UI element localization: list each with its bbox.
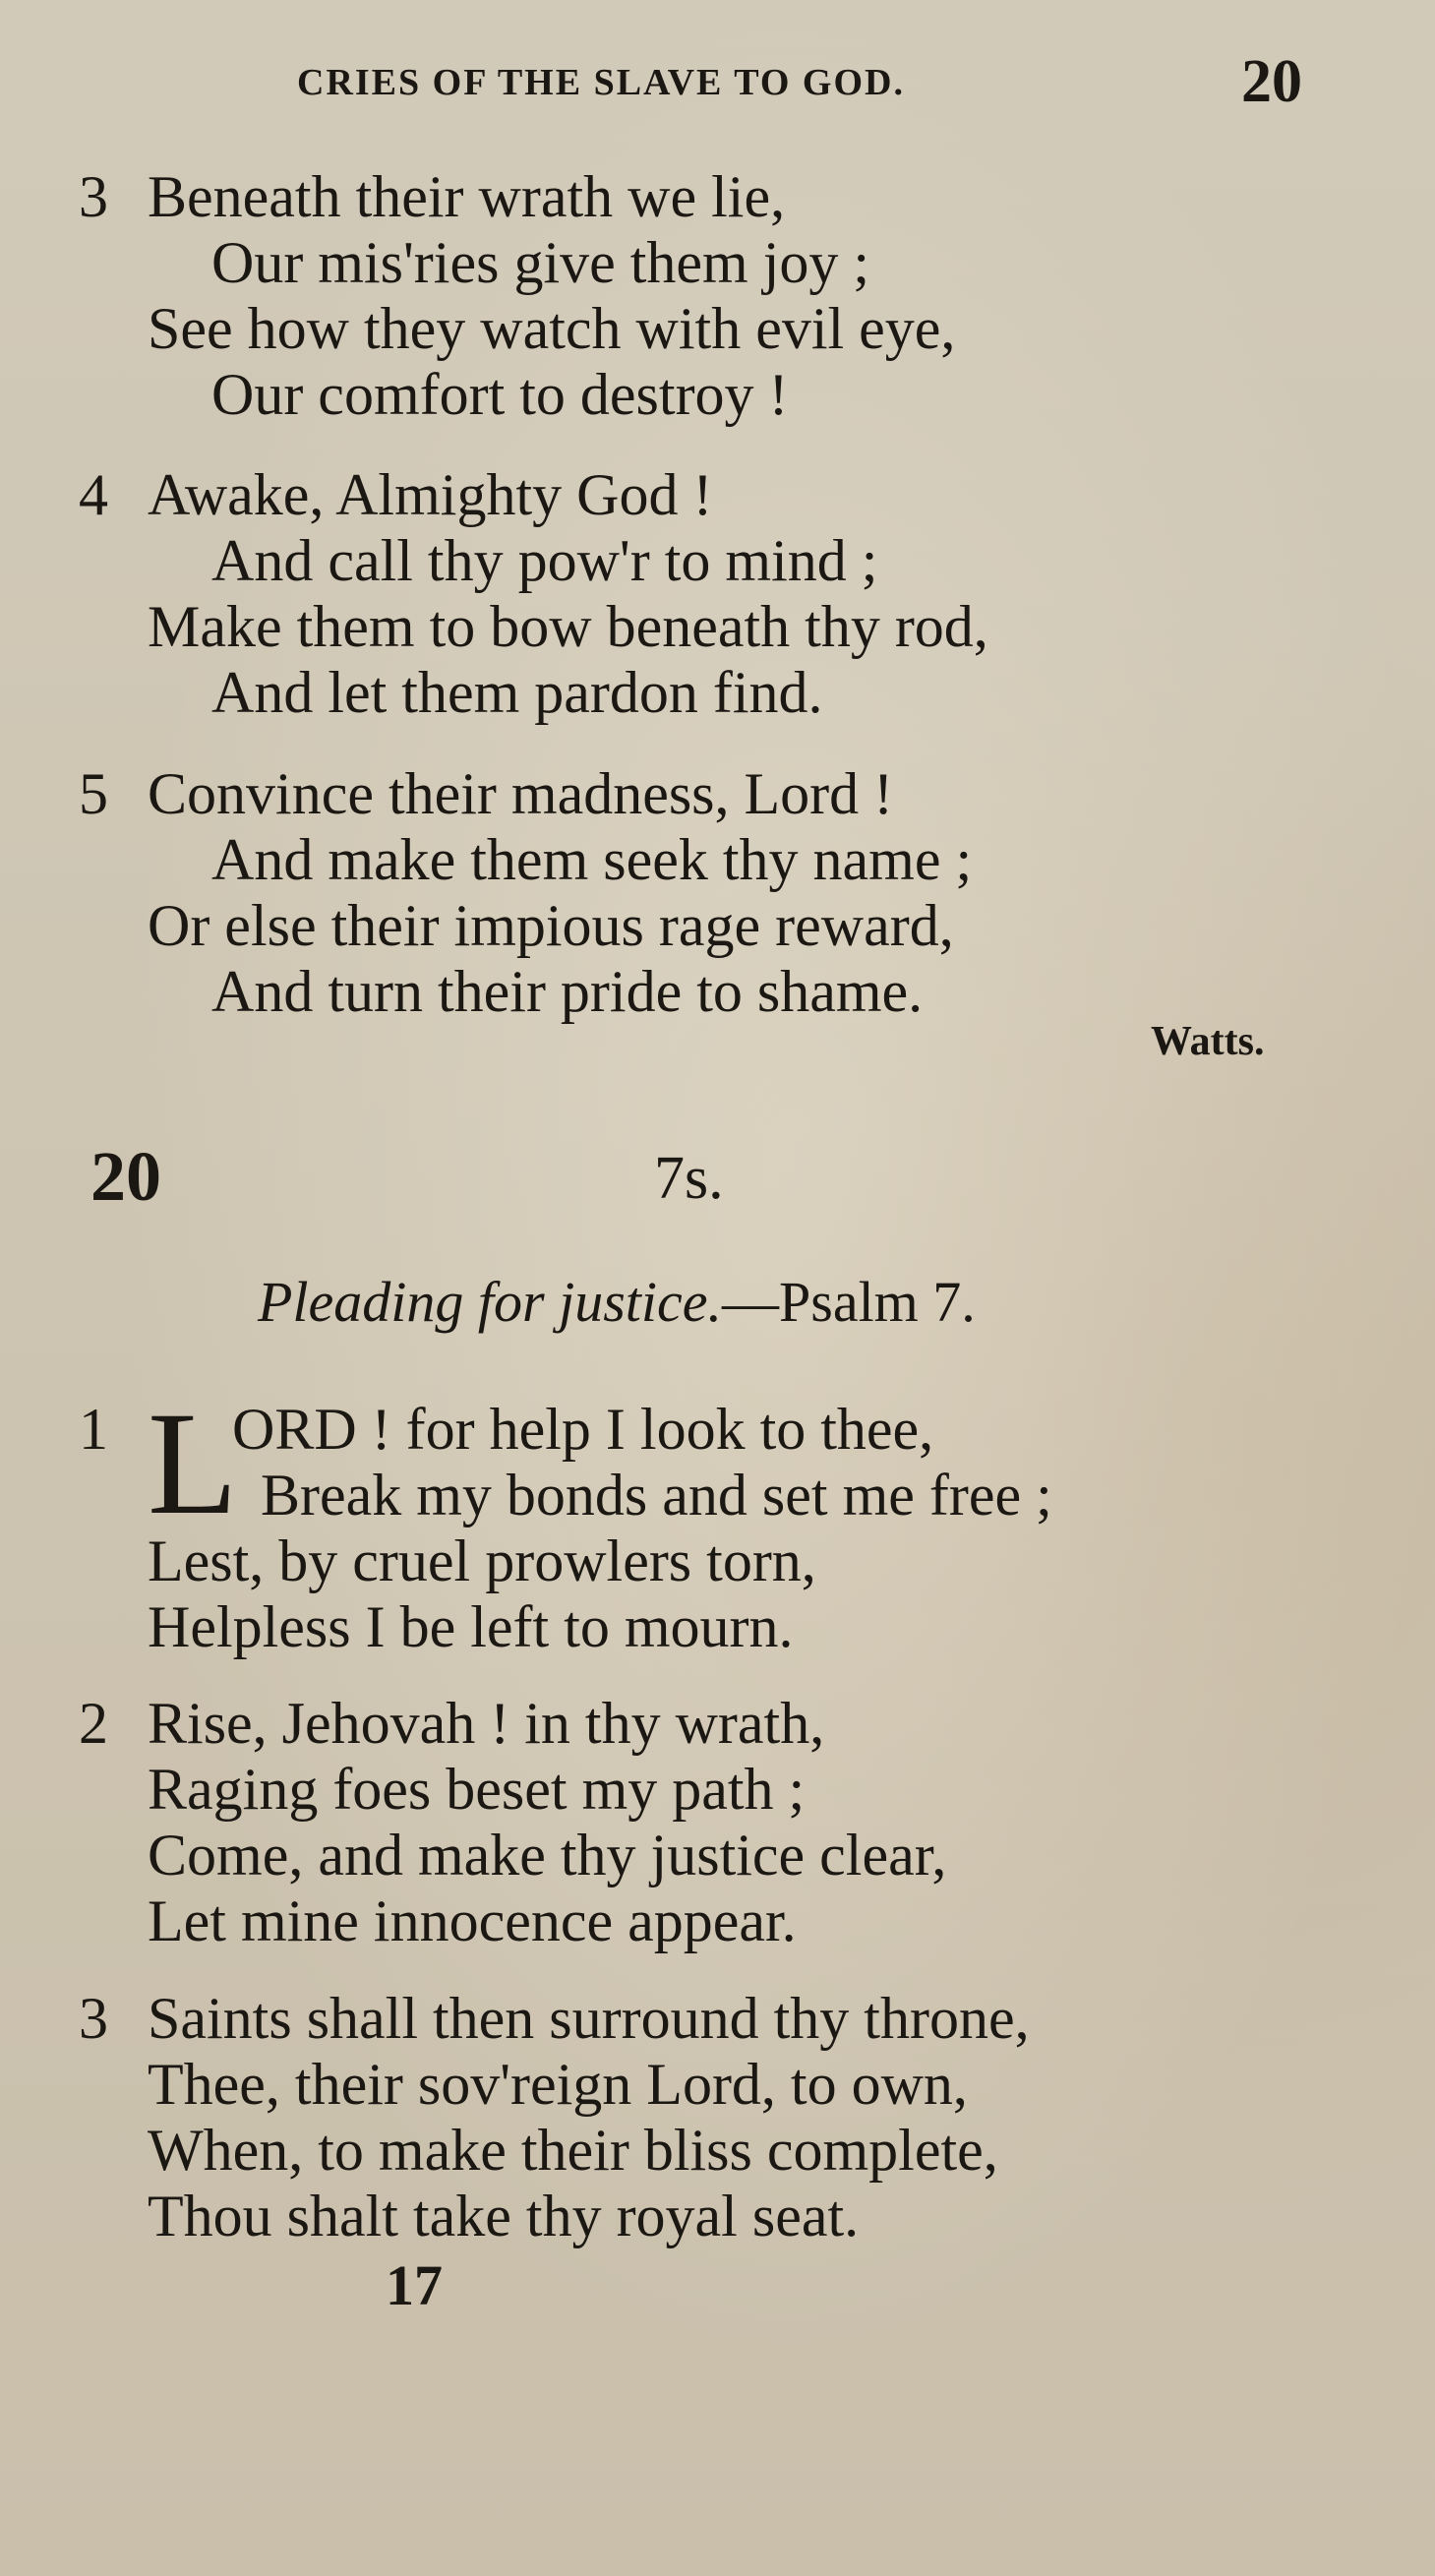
subtitle-italic: Pleading for justice. [258,1270,722,1334]
verse-line: Come, and make thy justice clear, [148,1823,947,1887]
verse-line: When, to make their bliss complete, [148,2118,998,2183]
verse-line: Thee, their sov'reign Lord, to own, [148,2052,968,2117]
verse-line: Helpless I be left to mourn. [148,1594,794,1659]
verse-line: Saints shall then surround thy throne, [148,1986,1030,2051]
verse-line: And call thy pow'r to mind ; [211,528,878,593]
verse-line: Convince their madness, Lord ! [148,761,894,826]
hymn-meter: 7s. [654,1145,724,1212]
stanza-number: 3 [79,1986,108,2051]
stanza-number: 5 [79,761,108,826]
verse-line: Thou shalt take thy royal seat. [148,2184,860,2248]
subtitle-reference: —Psalm 7. [722,1270,976,1334]
hymn-number: 20 [90,1137,161,1216]
verse-line: And let them pardon find. [211,660,823,725]
verse-line: Let mine innocence appear. [148,1888,797,1953]
verse-line: Make them to bow beneath thy rod, [148,594,988,659]
stanza-number: 1 [79,1397,108,1462]
verse-line: ORD ! for help I look to thee, [232,1397,934,1462]
verse-line: Break my bonds and set me free ; [261,1463,1052,1528]
verse-line: Raging foes beset my path ; [148,1757,806,1822]
verse-line: See how they watch with evil eye, [148,296,956,361]
verse-line: And make them seek thy name ; [211,827,973,892]
stanza-number: 2 [79,1691,108,1756]
hymn-subtitle [258,1269,976,1335]
verse-line: Awake, Almighty God ! [148,462,713,527]
verse-line: Or else their impious rage reward, [148,893,954,958]
verse-line: Our mis'ries give them joy ; [211,230,870,295]
verse-line: Lest, by cruel prowlers torn, [148,1528,816,1593]
verse-line: Our comfort to destroy ! [211,362,789,427]
stanza-number: 4 [79,462,108,527]
author-attribution: Watts. [1151,1019,1265,1064]
verse-line: Beneath their wrath we lie, [148,164,786,229]
stanza-number: 3 [79,164,108,229]
signature-mark: 17 [386,2253,443,2317]
drop-cap: L [148,1382,238,1545]
page-hymn-number: 20 [1241,48,1302,115]
verse-line: Rise, Jehovah ! in thy wrath, [148,1691,825,1756]
verse-line: And turn their pride to shame. [211,959,924,1024]
running-head: CRIES OF THE SLAVE TO GOD. [297,62,905,103]
